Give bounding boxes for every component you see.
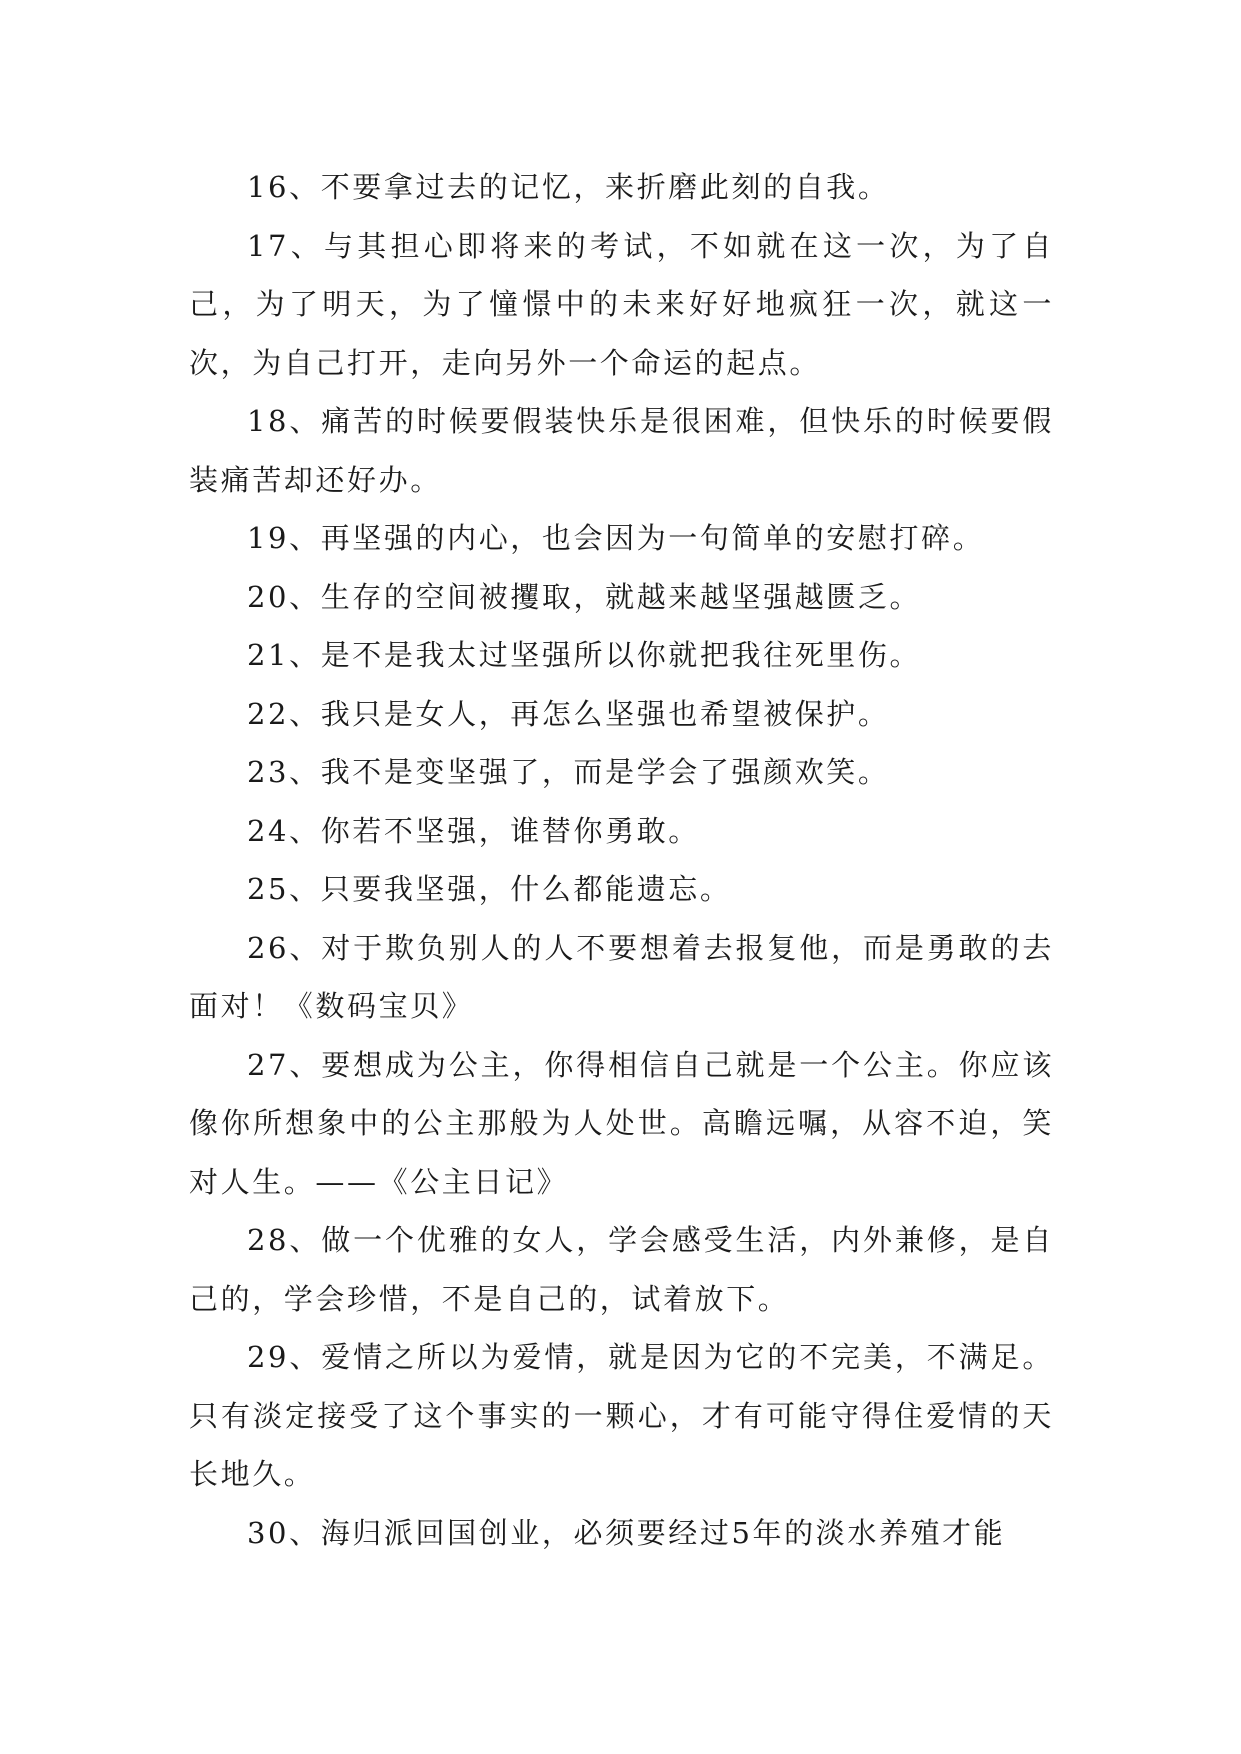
- paragraph-18: 18、痛苦的时候要假装快乐是很困难，但快乐的时候要假装痛苦却还好办。: [189, 404, 1054, 497]
- paragraph-23: 23、我不是变坚强了，而是学会了强颜欢笑。: [247, 755, 890, 789]
- paragraph-27: 27、要想成为公主，你得相信自己就是一个公主。你应该像你所想象中的公主那般为人处世。高瞻远嘱，从容不迫，笑对人生。——《公主日记》: [189, 1047, 1054, 1199]
- paragraph-21: 21、是不是我太过坚强所以你就把我往死里伤。: [247, 638, 922, 672]
- paragraph-26: 26、对于欺负别人的人不要想着去报复他，而是勇敢的去面对！《数码宝贝》: [189, 930, 1054, 1023]
- paragraph-25: 25、只要我坚强，什么都能遗忘。: [247, 872, 732, 906]
- paragraph-29: 29、爱情之所以为爱情，就是因为它的不完美，不满足。只有淡定接受了这个事实的一颗心，才有可能守得住爱情的天长地久。: [189, 1340, 1054, 1491]
- paragraph-28: 28、做一个优雅的女人，学会感受生活，内外兼修，是自己的，学会珍惜，不是自己的，试着放下。: [189, 1223, 1054, 1316]
- paragraph-17: 17、与其担心即将来的考试，不如就在这一次，为了自己，为了明天，为了憧憬中的未来好好地疯狂一次，就这一次，为自己打开，走向另外一个命运的起点。: [189, 228, 1054, 380]
- paragraph-24: 24、你若不坚强，谁替你勇敢。: [247, 813, 700, 848]
- paragraph-16: 16、不要拿过去的记忆，来折磨此刻的自我。: [247, 170, 890, 204]
- document-body: [189, 158, 1054, 1562]
- paragraph-20: 20、生存的空间被攫取，就越来越坚强越匮乏。: [247, 579, 922, 614]
- paragraph-30: 30、海归派回国创业，必须要经过5年的淡水养殖才能: [247, 1515, 1006, 1550]
- paragraph-19: 19、再坚强的内心，也会因为一句简单的安慰打碎。: [247, 521, 985, 555]
- paragraph-22: 22、我只是女人，再怎么坚强也希望被保护。: [247, 696, 890, 731]
